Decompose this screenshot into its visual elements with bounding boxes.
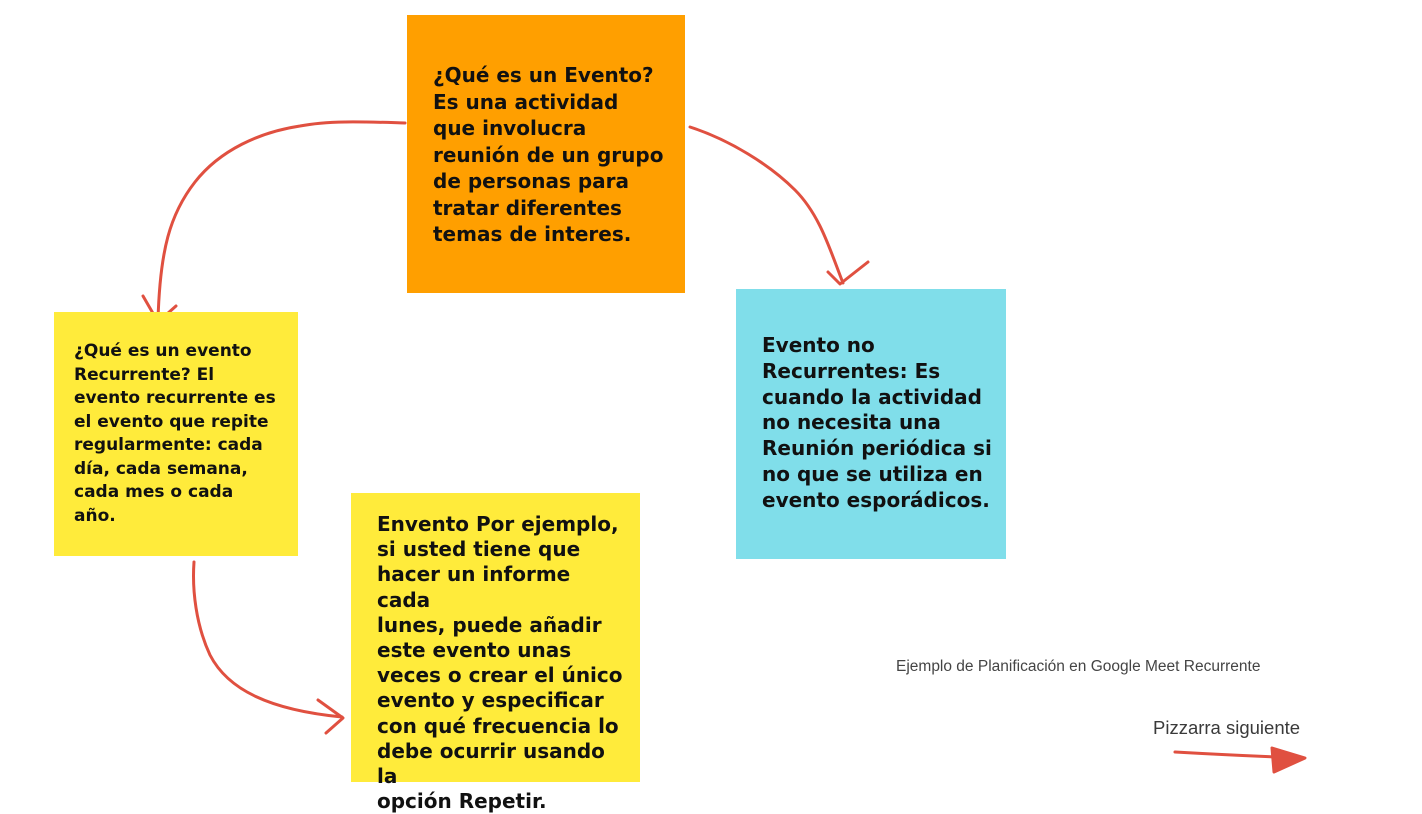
arrow-to-non-recurring-head [828, 262, 868, 284]
arrow-to-recurring [158, 122, 405, 320]
note-example: Envento Por ejemplo, si usted tiene que hacer un informe cada lunes, puede añadir este evento unas veces o crear el único evento y especificar con qué frecuencia lo debe ocurrir usando la opción Repetir. [351, 493, 640, 782]
note-non-recurring-event: Evento no Recurrentes: Es cuando la actividad no necesita una Reunión periódica si no que se utiliza en evento esporádicos. [736, 289, 1006, 559]
arrow-to-non-recurring [690, 127, 843, 283]
next-board-arrow-line [1175, 752, 1300, 758]
arrow-to-example [194, 562, 342, 717]
example-title-caption: Ejemplo de Planificación en Google Meet Recurrente [896, 658, 1261, 675]
next-board-link[interactable]: Pizzarra siguiente [1153, 717, 1301, 738]
note-event-definition: ¿Qué es un Evento? Es una actividad que involucra reunión de un grupo de personas para tratar diferentes temas de interes. [407, 15, 685, 293]
note-recurring-event: ¿Qué es un evento Recurrente? El evento recurrente es el evento que repite regularmente: cada día, cada semana, cada mes o cada año. [54, 312, 298, 556]
arrow-to-example-head [318, 700, 343, 733]
next-board-arrow-head [1272, 748, 1305, 772]
